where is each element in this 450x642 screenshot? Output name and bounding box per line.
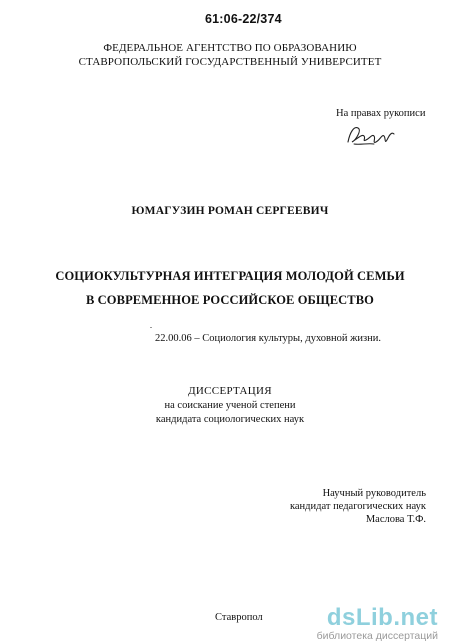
author-name: ЮМАГУЗИН РОМАН СЕРГЕЕВИЧ bbox=[131, 205, 329, 217]
watermark[interactable] bbox=[300, 604, 450, 642]
watermark-logo: dsLib.net bbox=[326, 604, 438, 631]
dissertation-title bbox=[30, 264, 430, 312]
title-line-2: В СОВРЕМЕННОЕ РОССИЙСКОЕ ОБЩЕСТВО bbox=[86, 293, 374, 307]
manuscript-rights: На правах рукописи bbox=[336, 108, 426, 119]
scan-speck bbox=[150, 327, 152, 328]
title-line-1: СОЦИОКУЛЬТУРНАЯ ИНТЕГРАЦИЯ МОЛОДОЙ СЕМЬИ bbox=[55, 269, 405, 283]
supervisor-degree: кандидат педагогических наук bbox=[289, 501, 426, 512]
specialty-code: 22.00.06 – Социология культуры, духовной жизни. bbox=[155, 333, 381, 344]
university-name: СТАВРОПОЛЬСКИЙ ГОСУДАРСТВЕННЫЙ УНИВЕРСИТЕТ bbox=[78, 56, 382, 68]
institution-block bbox=[40, 41, 420, 69]
watermark-subtitle: библиотека диссертаций bbox=[316, 630, 438, 642]
degree-purpose: на соискание ученой степени bbox=[164, 400, 296, 411]
degree-name: кандидата социологических наук bbox=[155, 414, 305, 425]
city-name: Ставропол bbox=[215, 612, 263, 623]
dissertation-type: ДИССЕРТАЦИЯ bbox=[188, 385, 272, 397]
supervisor-role: Научный руководитель bbox=[322, 488, 426, 499]
supervisor-name: Маслова Т.Ф. bbox=[365, 514, 426, 525]
agency-name: ФЕДЕРАЛЬНОЕ АГЕНТСТВО ПО ОБРАЗОВАНИЮ bbox=[103, 42, 357, 54]
archive-code: 61:06-22/374 bbox=[205, 12, 282, 26]
signature-icon bbox=[344, 120, 396, 150]
